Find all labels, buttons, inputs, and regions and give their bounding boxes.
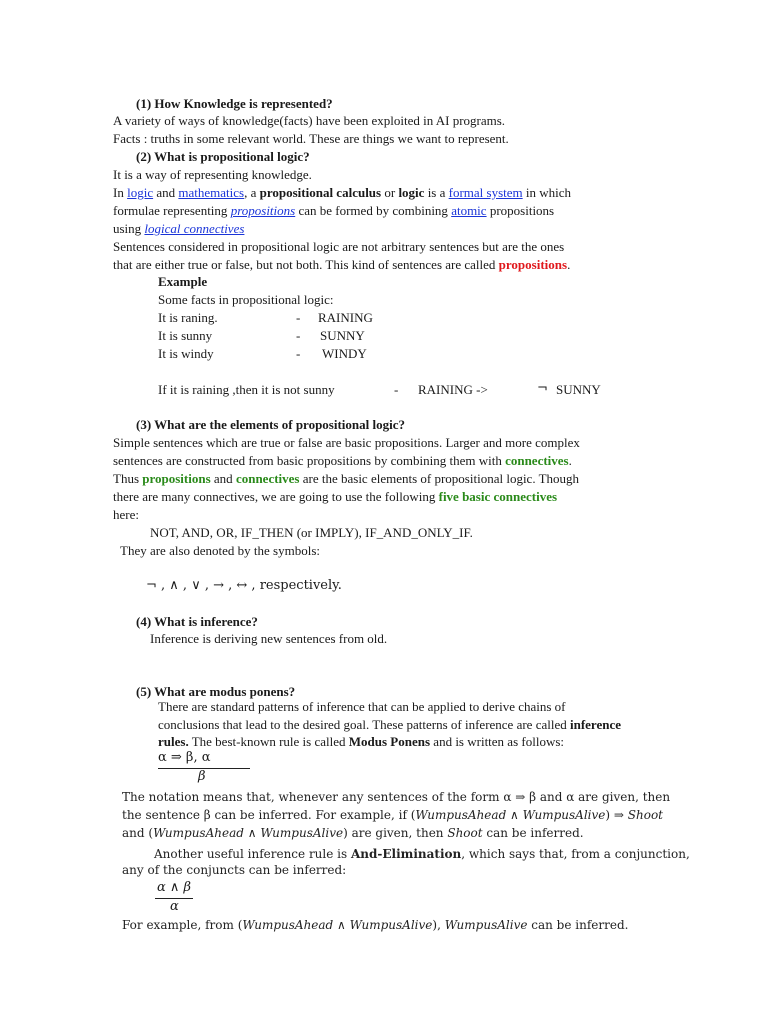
and-elimination-premise: α ∧ β xyxy=(157,880,192,895)
fact-symbol: WINDY xyxy=(322,346,367,361)
rule-rhs: SUNNY xyxy=(556,382,601,397)
and-elimination-line1: Another useful inference rule is And-Elimination, which says that, from a conjunction, xyxy=(154,847,690,861)
q2-sentences-line2: that are either true or false, but not both. This kind of sentences are called propositions. xyxy=(113,257,571,272)
q1-line2: Facts : truths in some relevant world. These are things we want to represent. xyxy=(113,131,509,146)
q5-line2: conclusions that lead to the desired goal. These patterns of inference are called inference xyxy=(158,717,622,732)
q2-heading: (2) What is propositional logic? xyxy=(136,149,310,164)
notation-line3: and (WumpusAhead ∧ WumpusAlive) are given, then Shoot can be inferred. xyxy=(122,826,584,840)
q2-line1: It is a way of representing knowledge. xyxy=(113,167,312,182)
q2-sentences-line1: Sentences considered in propositional logic are not arbitrary sentences but are the ones xyxy=(113,239,565,254)
q1-line1: A variety of ways of knowledge(facts) have been exploited in AI programs. xyxy=(113,113,506,128)
and-elimination-formula xyxy=(155,880,205,916)
rule-lhs: RAINING -> xyxy=(418,382,488,397)
link-mathematics[interactable]: mathematics xyxy=(178,185,245,200)
and-elimination-line2: any of the conjuncts can be inferred: xyxy=(122,863,347,877)
link-formal-system[interactable]: formal system xyxy=(448,185,523,200)
q4-heading: (4) What is inference? xyxy=(136,614,258,629)
notation-line1: The notation means that, whenever any sentences of the form α ⇒ β and α are given, then xyxy=(122,790,671,804)
not-symbol: ¬ xyxy=(537,381,548,396)
fact-symbol: SUNNY xyxy=(320,328,365,343)
q3-line5: here: xyxy=(113,507,139,522)
modus-ponens-formula xyxy=(158,750,258,786)
q3-line2: sentences are constructed from basic propositions by combining them with connectives. xyxy=(113,453,572,468)
fact-symbol: RAINING xyxy=(318,310,373,325)
fact-sentence: It is raning. xyxy=(158,310,218,325)
connective-symbols: ¬ , ∧ , ∨ , → , ↔ , respectively. xyxy=(146,578,342,593)
fact-sentence: It is windy xyxy=(158,346,214,361)
rule-dash: - xyxy=(394,382,399,397)
link-logic[interactable]: logic xyxy=(127,185,154,200)
q1-heading: (1) How Knowledge is represented? xyxy=(136,96,333,111)
link-propositions[interactable]: propositions xyxy=(230,203,296,218)
denoted-line: They are also denoted by the symbols: xyxy=(120,543,321,558)
notation-line2: the sentence β can be inferred. For example, if (WumpusAhead ∧ WumpusAlive) ⇒ Shoot xyxy=(122,808,664,822)
connectives-list: NOT, AND, OR, IF_THEN (or IMPLY), IF_AND_ONLY_IF. xyxy=(150,525,473,540)
link-atomic[interactable]: atomic xyxy=(451,203,487,218)
example-line: For example, from (WumpusAhead ∧ WumpusAlive), WumpusAlive can be inferred. xyxy=(122,918,629,932)
modus-ponens-conclusion: β xyxy=(198,769,206,784)
fact-dash: - xyxy=(296,328,301,343)
q3-heading: (3) What are the elements of propositional logic? xyxy=(136,417,406,432)
example-label: Example xyxy=(158,274,208,289)
link-logical-connectives[interactable]: logical connectives xyxy=(144,221,245,236)
fact-dash: - xyxy=(296,310,301,325)
q3-line1: Simple sentences which are true or false are basic propositions. Larger and more complex xyxy=(113,435,580,450)
modus-ponens-premises: α ⇒ β, α xyxy=(158,750,211,765)
q2-definition-line1: In logic and mathematics, a propositional calculus or logic is a formal system in which xyxy=(113,185,572,200)
q4-answer: Inference is deriving new sentences from old. xyxy=(150,631,388,646)
q5-line1: There are standard patterns of inference that can be applied to derive chains of xyxy=(158,699,566,714)
fact-sentence: It is sunny xyxy=(158,328,213,343)
fact-dash: - xyxy=(296,346,301,361)
q5-heading: (5) What are modus ponens? xyxy=(136,684,296,699)
q5-line3: rules. The best-known rule is called Modus Ponens and is written as follows: xyxy=(158,734,565,749)
q2-definition-line3: using logical connectives xyxy=(113,221,245,236)
q3-line4: there are many connectives, we are going to use the following five basic connectives xyxy=(113,489,558,504)
example-intro: Some facts in propositional logic: xyxy=(158,292,334,307)
rule-sentence: If it is raining ,then it is not sunny xyxy=(158,382,335,397)
q2-definition-line2: formulae representing propositions can be formed by combining atomic propositions xyxy=(113,203,555,218)
and-elimination-conclusion: α xyxy=(170,899,179,914)
q3-line3: Thus propositions and connectives are the basic elements of propositional logic. Though xyxy=(113,471,580,486)
